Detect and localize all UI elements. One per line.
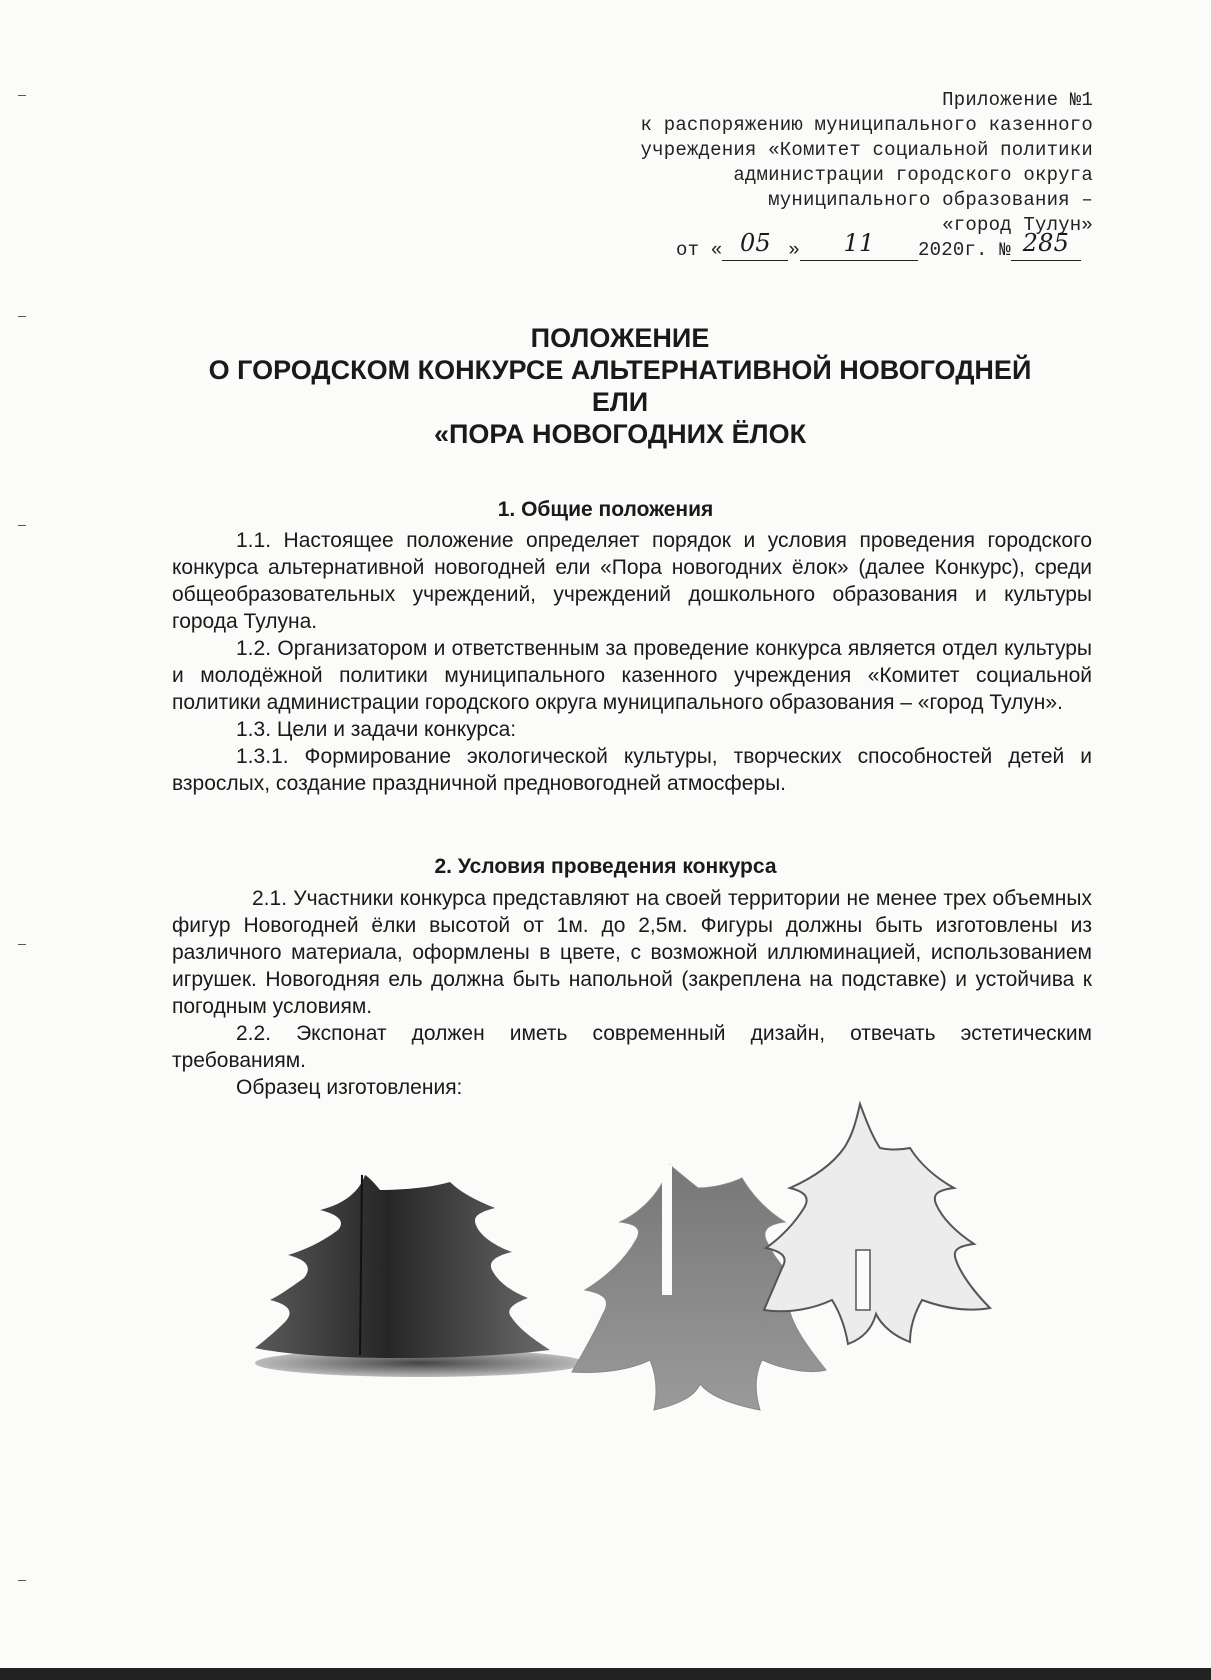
number-field (1011, 229, 1081, 261)
day-field (722, 229, 788, 261)
annex-line: администрации городского округа (733, 164, 1093, 186)
paragraph-2-2: 2.2. Экспонат должен иметь современный дизайн, отвечать эстетическим требованиям. (172, 1022, 1092, 1072)
section-2-body (172, 885, 1092, 1101)
document-title (150, 322, 1090, 450)
paragraph-2-1: 2.1. Участники конкурса представляют на своей территории не менее трех объемных фигур Новогодней ёлки высотой от 1м. до 2,5м. Фигуры должны быть изготовлены из различного материала, оформлены в цвете, с возможной иллюминацией, использованием игрушек. Новогодняя ель должна быть напольной (закреплена на подставке) и устойчива к погодным условиям. (172, 887, 1092, 1018)
annex-block (641, 88, 1093, 238)
order-date-line (676, 229, 1081, 261)
day-value: 05 (739, 229, 771, 257)
annex-line: учреждения «Комитет социальной политики (640, 139, 1093, 161)
title-line: ПОЛОЖЕНИЕ (530, 323, 710, 353)
section-1-body (172, 527, 1092, 797)
slotted-tree-piece-light-image (760, 1100, 995, 1350)
paragraph-1-1: 1.1. Настоящее положение определяет порядок и условия проведения городского конкурса альтернативной новогодней ели «Пора новогодних ёлок» (далее Конкурс), среди общеобразовательных учреждений, учреждений дошкольного образования и культуры города Тулуна. (172, 529, 1092, 633)
day-close: » (788, 239, 801, 261)
date-prefix: от « (676, 239, 723, 261)
year-suffix: 2020г. № (918, 239, 1011, 261)
title-line: О ГОРОДСКОМ КОНКУРСЕ АЛЬТЕРНАТИВНОЙ НОВОГОДНЕЙ (208, 355, 1032, 385)
title-line: «ПОРА НОВОГОДНИХ ЁЛОК (433, 419, 807, 449)
number-value: 285 (1022, 229, 1070, 257)
annex-line: «город Тулун» (942, 214, 1093, 236)
scan-mark (18, 316, 26, 317)
annex-line: муниципального образования – (768, 189, 1093, 211)
scan-mark (18, 944, 26, 945)
section-1-heading: 1. Общие положения (497, 498, 714, 521)
month-field (800, 229, 918, 261)
title-line: ЕЛИ (591, 387, 649, 417)
assembled-tree-image (250, 1170, 580, 1380)
month-value: 11 (843, 229, 875, 257)
annex-line: к распоряжению муниципального казенного (640, 114, 1093, 136)
scan-mark (18, 1580, 26, 1581)
scan-mark (18, 95, 26, 96)
section-2-heading: 2. Условия проведения конкурса (434, 855, 777, 878)
annex-line: Приложение №1 (942, 89, 1093, 111)
scan-mark (18, 525, 26, 526)
paragraph-1-3-1: 1.3.1. Формирование экологической культуры, творческих способностей детей и взрослых, создание праздничной предновогодней атмосферы. (172, 745, 1092, 795)
paragraph-1-2: 1.2. Организатором и ответственным за проведение конкурса является отдел культуры и молодёжной политики муниципального казенного учреждения «Комитет социальной политики администрации городского округа муниципального образования – «город Тулун». (172, 637, 1092, 714)
sample-caption: Образец изготовления: (236, 1076, 463, 1099)
scan-bottom-edge (0, 1668, 1211, 1680)
paragraph-1-3: 1.3. Цели и задачи конкурса: (236, 718, 517, 741)
